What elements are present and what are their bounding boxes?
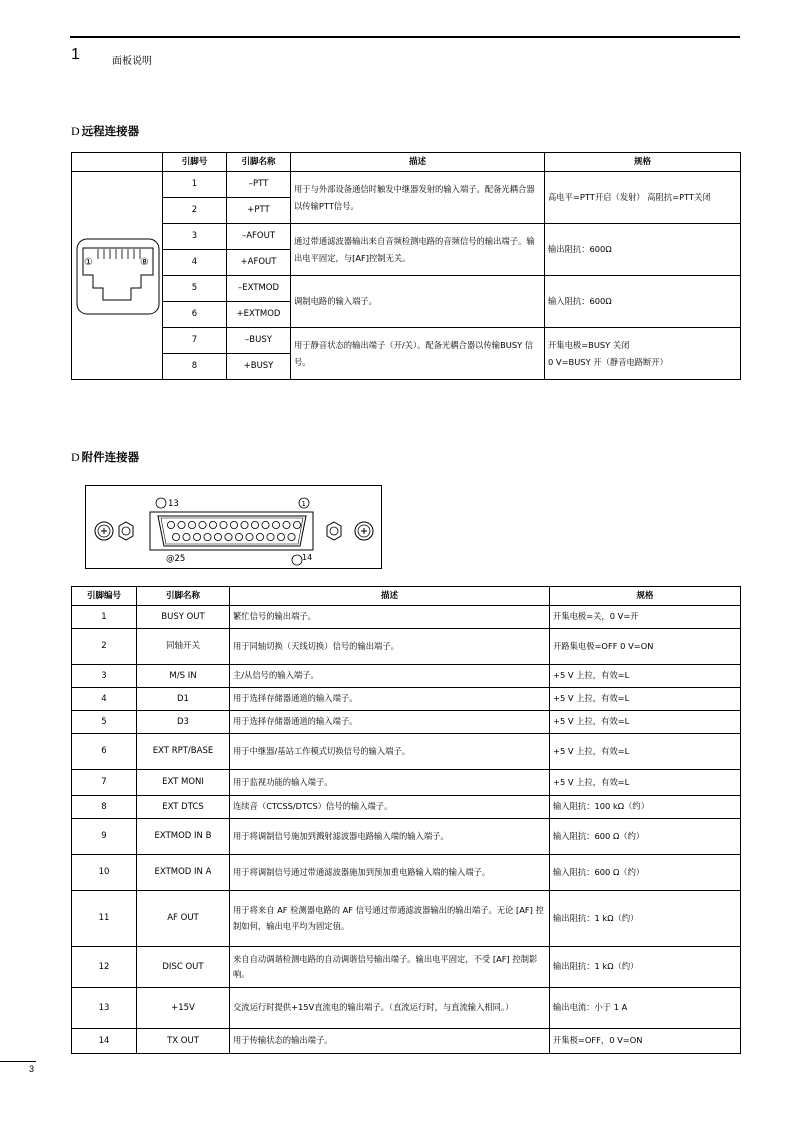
accessory-connector-table: [71, 586, 741, 1054]
pin-name: D3: [137, 711, 230, 734]
table-row: [72, 629, 741, 665]
pin-number: 6: [163, 302, 227, 328]
table-row: [72, 770, 741, 796]
pin-number: 14: [72, 1029, 137, 1054]
table-row: [72, 688, 741, 711]
table-row: [72, 855, 741, 891]
pin-label-25: @25: [166, 554, 186, 564]
table-row: [72, 276, 741, 302]
pin-spec: +5 V 上拉，有效=L: [550, 688, 741, 711]
pin-number: 3: [163, 224, 227, 250]
column-header: 引脚名称: [137, 587, 230, 606]
pin-description: 用于选择存储器通道的输入端子。: [230, 688, 550, 711]
rj45-connector-figure: [72, 172, 163, 380]
pin-name: AF OUT: [137, 891, 230, 947]
pin-description: 用于中继器/基站工作模式切换信号的输入端子。: [230, 734, 550, 770]
pin-spec: 输入阻抗：100 kΩ（约）: [550, 796, 741, 819]
pin-name: EXTMOD IN A: [137, 855, 230, 891]
table-row: [72, 947, 741, 988]
pin-number: 9: [72, 819, 137, 855]
pin-description: 调制电路的输入端子。: [291, 276, 545, 328]
pin-description: 繁忙信号的输出端子。: [230, 606, 550, 629]
section-title-text: 附件连接器: [81, 450, 140, 464]
pin-spec: 高电平=PTT开启（发射） 高阻抗=PTT关闭: [545, 172, 741, 224]
pin-number: 8: [72, 796, 137, 819]
pin-name: BUSY OUT: [137, 606, 230, 629]
pin-number: 2: [72, 629, 137, 665]
pin-description: 用于传输状态的输出端子。: [230, 1029, 550, 1054]
pin-spec: 输入阻抗：600Ω: [545, 276, 741, 328]
table-row: [72, 1029, 741, 1054]
pin-spec: 输入阻抗：600 Ω（约）: [550, 855, 741, 891]
pin-description: 连续音（CTCSS/DTCS）信号的输入端子。: [230, 796, 550, 819]
pin-description: 用于同轴切换（天线切换）信号的输出端子。: [230, 629, 550, 665]
header-rule: [70, 36, 740, 38]
pin-number: 4: [72, 688, 137, 711]
pin-number: 10: [72, 855, 137, 891]
table-row: [72, 734, 741, 770]
column-header: 引脚号: [163, 153, 227, 172]
pin-number: 1: [72, 606, 137, 629]
pin-spec: 输出阻抗：1 kΩ（约）: [550, 891, 741, 947]
remote-connector-table: [71, 152, 741, 380]
pin-description: 用于将调制信号施加到溅射滤波器电路输入端的输入端子。: [230, 819, 550, 855]
pin-name: EXT MONI: [137, 770, 230, 796]
table-row: [72, 796, 741, 819]
pin-description: 用于将来自 AF 检测器电路的 AF 信号通过带通滤波器输出的输出端子。无论 [AF] 控制如何，输出电平均为固定值。: [230, 891, 550, 947]
pin-spec: +5 V 上拉，有效=L: [550, 711, 741, 734]
pin-description: 用于与外部设备通信时触发中继器发射的输入端子。配备光耦合器以传输PTT信号。: [291, 172, 545, 224]
pin-number: 4: [163, 250, 227, 276]
pin-name: EXT DTCS: [137, 796, 230, 819]
pin-spec: +5 V 上拉，有效=L: [550, 770, 741, 796]
pin-name: 同轴开关: [137, 629, 230, 665]
pin-name: M/S IN: [137, 665, 230, 688]
pin-spec: 开集电极=关，0 V=开: [550, 606, 741, 629]
pin-description: 用于监视功能的输入端子。: [230, 770, 550, 796]
pin-name: EXTMOD IN B: [137, 819, 230, 855]
pin-description: 主/从信号的输入端子。: [230, 665, 550, 688]
header-blank: [72, 153, 163, 172]
column-header: 描述: [230, 587, 550, 606]
column-header: 引脚名称: [227, 153, 291, 172]
pin-description: 用于选择存储器通道的输入端子。: [230, 711, 550, 734]
table-row: [72, 328, 741, 354]
pin-label-8: ⑧: [140, 257, 149, 269]
pin-number: 5: [72, 711, 137, 734]
pin-number: 13: [72, 988, 137, 1029]
pin-name: –AFOUT: [227, 224, 291, 250]
pin-spec: 输出阻抗：1 kΩ（约）: [550, 947, 741, 988]
table-header-row: [72, 587, 741, 606]
pin-spec: 开集电极=BUSY 关闭 0 V=BUSY 开（静音电路断开）: [545, 328, 741, 380]
pin-spec: +5 V 上拉，有效=L: [550, 734, 741, 770]
pin-spec: 输入阻抗：600 Ω（约）: [550, 819, 741, 855]
pin-label-1: 1: [301, 500, 306, 508]
pin-name: +BUSY: [227, 354, 291, 380]
section-title-remote: [71, 123, 139, 139]
pin-number: 1: [163, 172, 227, 198]
pin-number: 11: [72, 891, 137, 947]
pin-number: 2: [163, 198, 227, 224]
pin-number: 8: [163, 354, 227, 380]
pin-number: 5: [163, 276, 227, 302]
section-marker: D: [71, 450, 80, 464]
pin-description: 交流运行时提供+15V直流电的输出端子。（直流运行时，与直流输入相同。）: [230, 988, 550, 1029]
page-number: 3: [29, 1064, 35, 1074]
pin-spec: 开集极=OFF，0 V=ON: [550, 1029, 741, 1054]
rj45-jack-icon: [73, 230, 161, 316]
table-row: [72, 606, 741, 629]
column-header: 描述: [291, 153, 545, 172]
pin-name: D1: [137, 688, 230, 711]
pin-number: 12: [72, 947, 137, 988]
pin-label-14: 14: [302, 553, 313, 562]
pin-description: 用于将调制信号通过带通滤波器施加到预加重电路输入端的输入端子。: [230, 855, 550, 891]
footer-rule: [0, 1061, 36, 1062]
table-row: [72, 172, 741, 198]
table-row: [72, 988, 741, 1029]
pin-name: +AFOUT: [227, 250, 291, 276]
pin-name: –BUSY: [227, 328, 291, 354]
chapter-title: 面板说明: [112, 56, 152, 67]
column-header: 规格: [550, 587, 741, 606]
section-title-text: 远程连接器: [81, 124, 140, 138]
pin-spec: 输出阻抗：600Ω: [545, 224, 741, 276]
table-row: [72, 819, 741, 855]
pin-spec: 开路集电极=OFF 0 V=ON: [550, 629, 741, 665]
pin-name: +PTT: [227, 198, 291, 224]
chapter-number: 1: [71, 46, 80, 63]
db25-connector-icon: [86, 486, 381, 568]
pin-name: +15V: [137, 988, 230, 1029]
pin-number: 3: [72, 665, 137, 688]
pin-name: –PTT: [227, 172, 291, 198]
pin-name: DISC OUT: [137, 947, 230, 988]
pin-name: +EXTMOD: [227, 302, 291, 328]
pin-label-1: ①: [84, 257, 93, 269]
pin-name: EXT RPT/BASE: [137, 734, 230, 770]
db25-connector-figure: [85, 485, 382, 569]
pin-name: –EXTMOD: [227, 276, 291, 302]
pin-number: 6: [72, 734, 137, 770]
section-marker: D: [71, 124, 80, 138]
table-row: [72, 711, 741, 734]
column-header: 规格: [545, 153, 741, 172]
pin-number: 7: [163, 328, 227, 354]
table-row: [72, 665, 741, 688]
pin-description: 来自自动调谐检测电路的自动调谐信号输出端子。输出电平固定，不受 [AF] 控制影响。: [230, 947, 550, 988]
pin-description: 通过带通滤波器输出来自音频检测电路的音频信号的输出端子。输出电平固定，与[AF]控制无关。: [291, 224, 545, 276]
pin-description: 用于静音状态的输出端子（开/关）。配备光耦合器以传输BUSY 信号。: [291, 328, 545, 380]
section-title-accessory: [71, 449, 139, 465]
table-row: [72, 891, 741, 947]
pin-spec: +5 V 上拉，有效=L: [550, 665, 741, 688]
pin-label-13: 13: [168, 499, 179, 509]
pin-number: 7: [72, 770, 137, 796]
table-row: [72, 224, 741, 250]
pin-spec: 输出电流：小于 1 A: [550, 988, 741, 1029]
column-header: 引脚编号: [72, 587, 137, 606]
table-header-row: [72, 153, 741, 172]
pin-name: TX OUT: [137, 1029, 230, 1054]
